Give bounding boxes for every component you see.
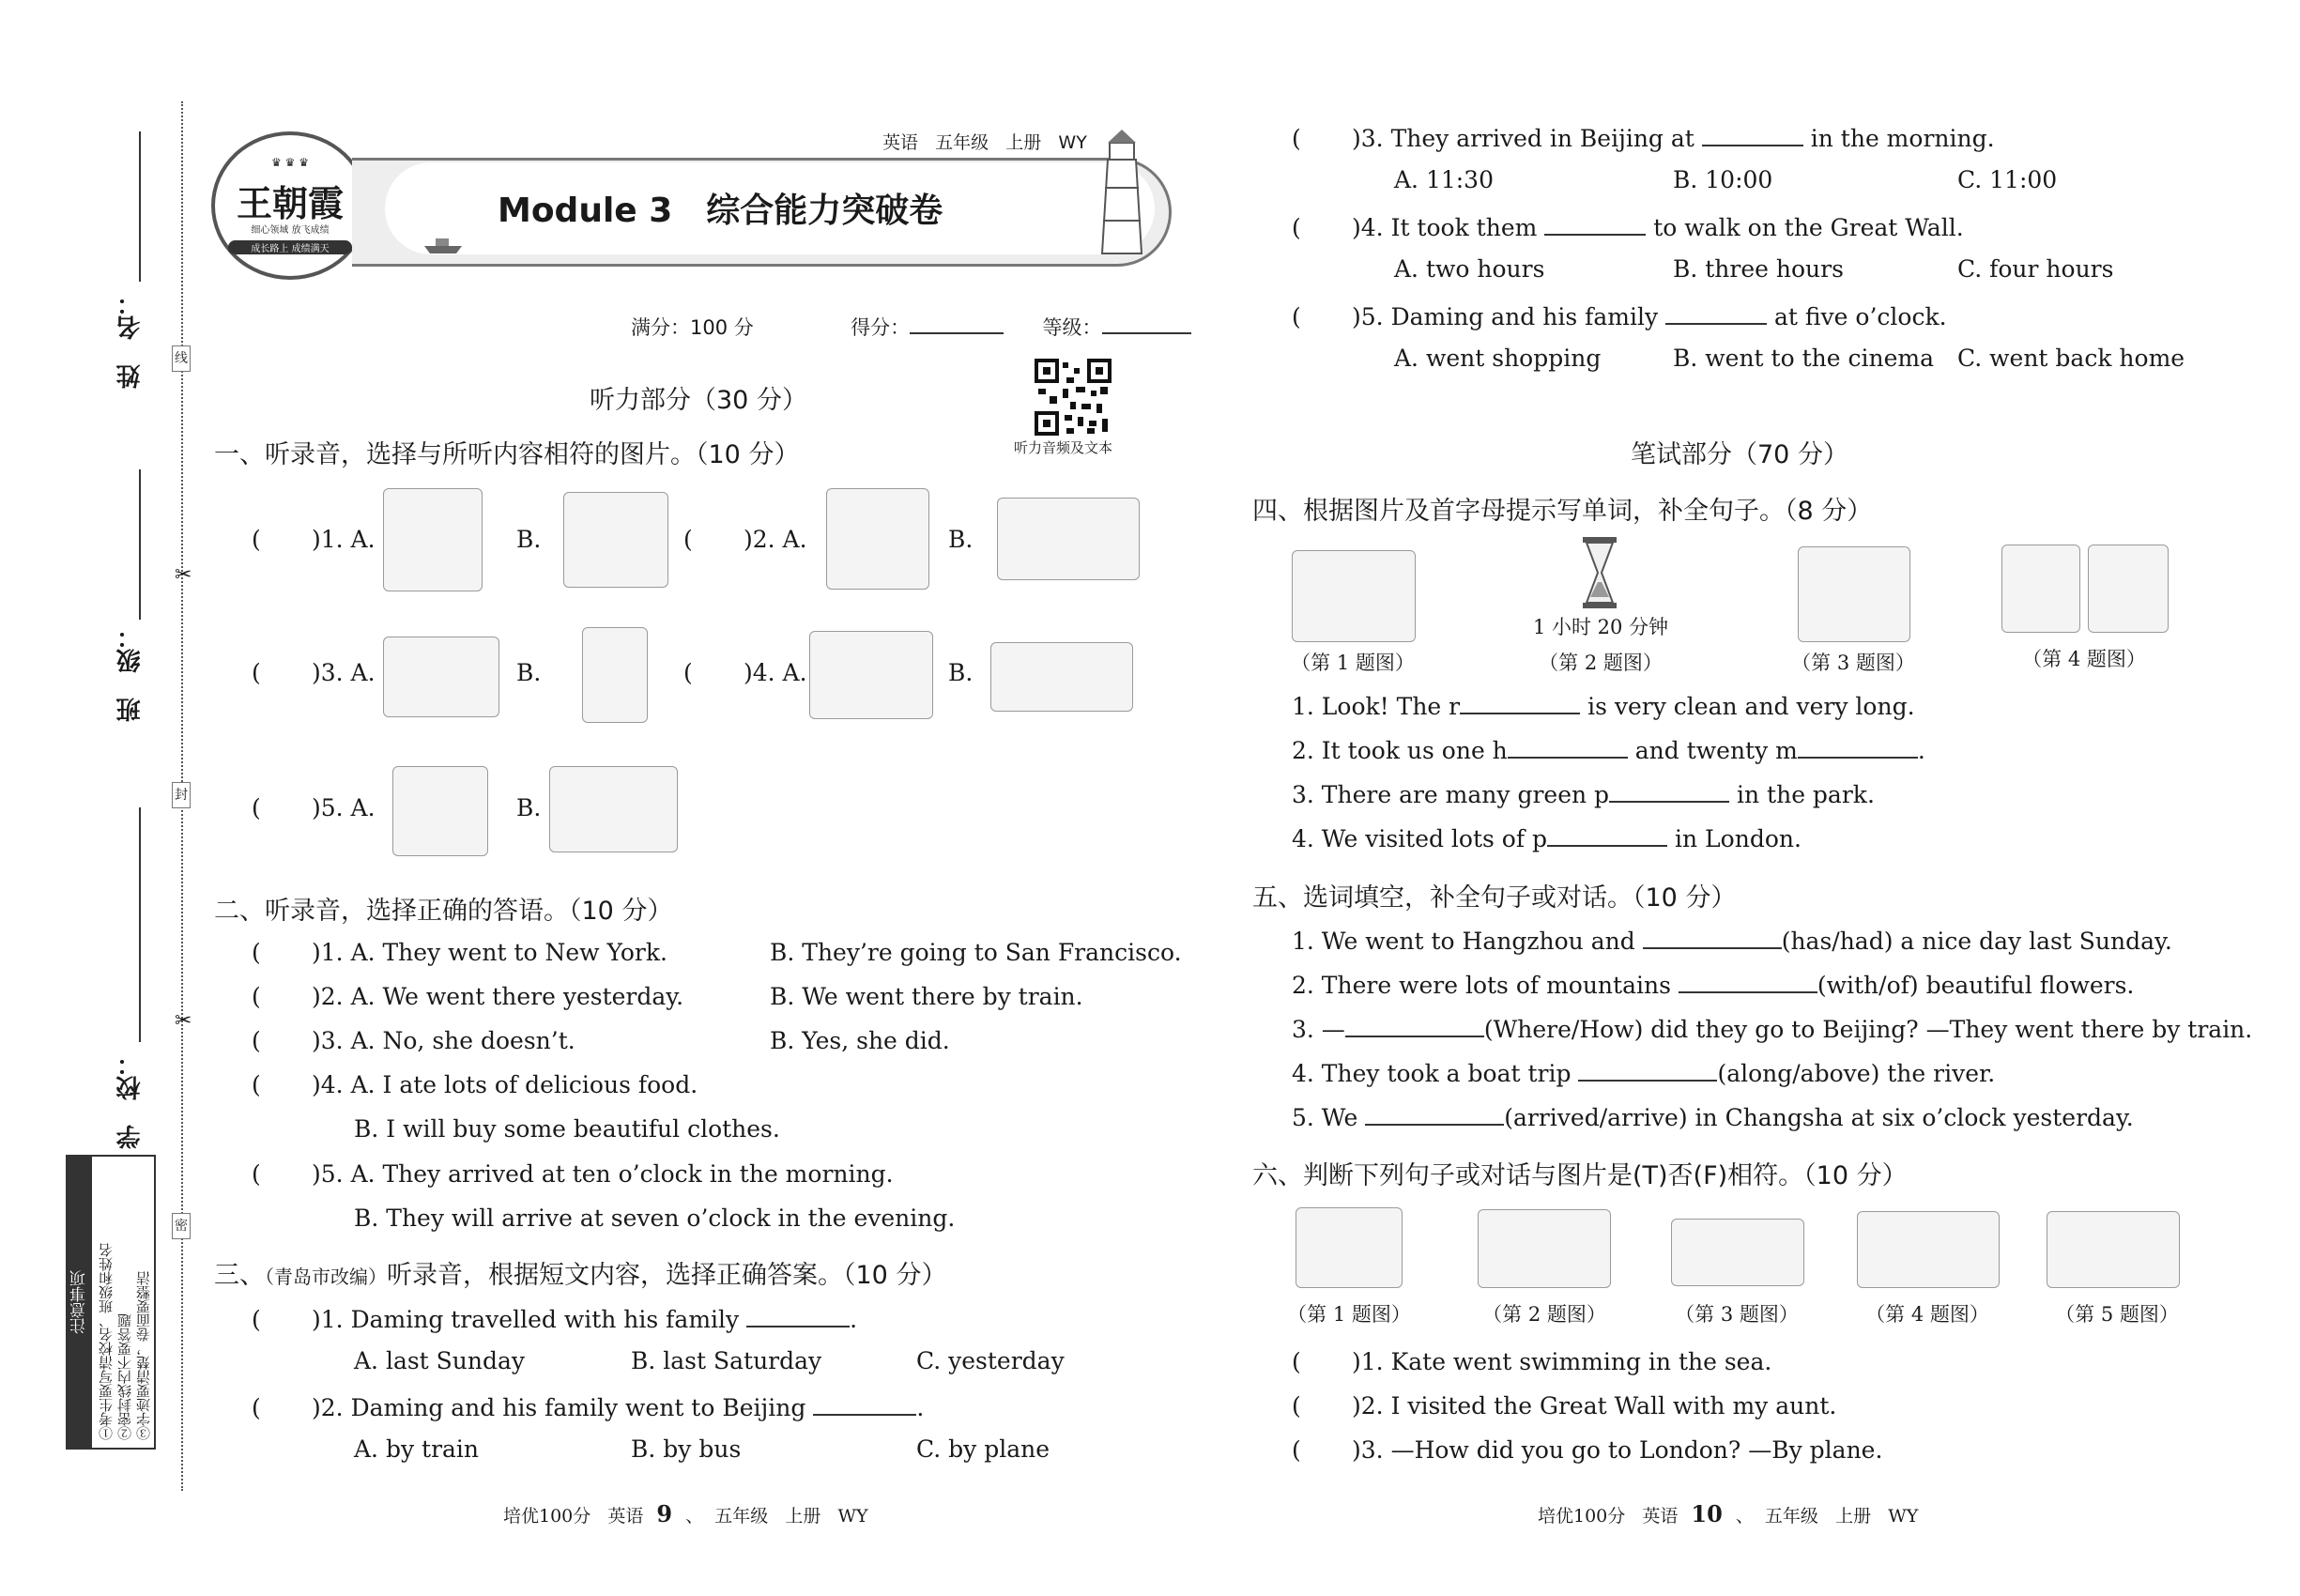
notice-item: ②密封线内不要答题: [116, 1313, 133, 1440]
part1-question[interactable]: ( )4. A.: [683, 659, 807, 686]
answer-blank[interactable]: [1679, 969, 1817, 993]
answer-blank[interactable]: [1609, 778, 1729, 803]
picture-caption: （第 2 题图）: [1539, 652, 1663, 674]
option-b-label: B.: [516, 526, 542, 553]
tag-edition: WY: [1058, 132, 1087, 153]
picture-caption: （第 4 题图）: [2022, 648, 2146, 670]
option-c: C. yesterday: [916, 1347, 1065, 1374]
part5-title: 五、选词填空，补全句子或对话。（10 分）: [1252, 883, 1737, 913]
picture-caption: （第 1 题图）: [1287, 1303, 1411, 1326]
part4-item: 2. It took us one h and twenty m .: [1292, 734, 1925, 764]
part1-question[interactable]: ( )2. A.: [683, 526, 807, 553]
answer-blank[interactable]: [1365, 1101, 1504, 1126]
class-label: 班 级：: [116, 624, 145, 722]
notice-item: ③字迹要清楚，卷面要整洁: [135, 1271, 152, 1440]
hourglass-note: 1 小时 20 分钟: [1532, 616, 1669, 638]
brand-tagline: 细心领域 放飞成绩: [251, 225, 330, 236]
ship-icon: [422, 235, 464, 255]
ferris-wheel-picture: [383, 488, 483, 591]
part3-question[interactable]: ( )3. They arrived in Beijing at in the morning.: [1292, 122, 1995, 152]
city-skyline-picture: [1478, 1209, 1611, 1288]
page-number: 9: [656, 1500, 673, 1527]
school-label: 学 校：: [116, 1051, 145, 1149]
part5-item: 2. There were lots of mountains (with/of) beautiful flowers.: [1292, 969, 2134, 999]
notice-box: [66, 1155, 156, 1450]
part1-title: 一、听录音，选择与所听内容相符的图片。（10 分）: [214, 440, 800, 469]
tag-term: 上册: [1005, 132, 1042, 153]
score-label: 得分：: [851, 316, 911, 339]
lighthouse-icon: [1080, 122, 1164, 263]
museum-building-picture: [1857, 1211, 2000, 1288]
option-c: C. by plane: [916, 1435, 1050, 1463]
footer-left: 培优100分 英语 9 、 五年级 上册 WY: [503, 1500, 868, 1527]
option-c: C. went back home: [1957, 345, 2185, 372]
part1-question[interactable]: ( )3. A.: [252, 659, 376, 686]
option-b: B. went to the cinema: [1673, 345, 1934, 372]
part5-item: 4. They took a boat trip (along/above) the river.: [1292, 1057, 1995, 1087]
bridge-picture: [826, 488, 929, 590]
class-field[interactable]: [139, 469, 141, 620]
part3-question[interactable]: ( )4. It took them to walk on the Great Wall.: [1292, 211, 1964, 241]
answer-blank[interactable]: [1345, 1013, 1484, 1037]
hourglass-icon: [1579, 535, 1620, 610]
option-b: B. last Saturday: [631, 1347, 822, 1374]
answer-blank[interactable]: [1798, 734, 1918, 759]
answer-blank[interactable]: [1508, 734, 1628, 759]
scissors-icon: ✂: [175, 563, 192, 587]
answer-blank[interactable]: [1643, 925, 1782, 949]
answer-blank[interactable]: [1578, 1057, 1717, 1082]
option-b: B. We went there by train.: [770, 983, 1083, 1010]
part3-title: 三、（青岛市改编）听录音，根据短文内容，选择正确答案。（10 分）: [214, 1261, 947, 1290]
cut-mark-feng: 封: [172, 782, 191, 808]
notice-title: 注意事项: [68, 1157, 92, 1448]
answer-blank[interactable]: [1547, 822, 1667, 847]
option-b-label: B.: [948, 526, 974, 553]
option-a: A. two hours: [1394, 255, 1545, 283]
swimmer-picture: [383, 637, 499, 717]
part4-item: 4. We visited lots of p in London.: [1292, 822, 1802, 852]
crown-icon: ♛ ♛ ♛: [271, 156, 309, 169]
option-a: A. 11:30: [1394, 166, 1494, 193]
page-title: Module 3 综合能力突破卷: [498, 192, 943, 230]
part1-question[interactable]: ( )5. A.: [252, 794, 376, 821]
part2-title: 二、听录音，选择正确的答语。（10 分）: [214, 897, 673, 926]
part6-item[interactable]: ( )3. —How did you go to London? —By plane.: [1292, 1436, 1883, 1464]
part6-item[interactable]: ( )1. Kate went swimming in the sea.: [1292, 1348, 1772, 1375]
part5-item: 5. We (arrived/arrive) in Changsha at six o’clock yesterday.: [1292, 1101, 2134, 1131]
answer-blank[interactable]: [1460, 690, 1580, 714]
part4-item: 3. There are many green p in the park.: [1292, 778, 1875, 808]
family-picture: [2047, 1211, 2180, 1288]
option-c: C. 11:00: [1957, 166, 2058, 193]
score-field[interactable]: [910, 310, 1004, 334]
listening-heading: 听力部分（30 分）: [590, 386, 807, 415]
bus-picture: [990, 642, 1133, 712]
cut-mark-xian: 线: [172, 345, 191, 372]
option-b-label: B.: [516, 794, 542, 821]
part2-question[interactable]: ( )3. A. No, she doesn’t.: [252, 1027, 575, 1054]
beach-picture: [1296, 1207, 1403, 1288]
part4-title: 四、根据图片及首字母提示写单词，补全句子。（8 分）: [1252, 497, 1873, 526]
picture-caption: （第 1 题图）: [1291, 652, 1415, 674]
cut-mark-mi: 密: [172, 1213, 191, 1239]
part5-item: 3. — (Where/How) did they go to Beijing? —They went there by train.: [1292, 1013, 2252, 1043]
picture-caption: （第 4 题图）: [1865, 1303, 1989, 1326]
grade-label: 等级：: [1042, 316, 1102, 339]
part3-question[interactable]: ( )2. Daming and his family went to Beijing .: [252, 1391, 924, 1421]
option-b: B. I will buy some beautiful clothes.: [354, 1115, 780, 1143]
subject-tags: [882, 129, 1087, 154]
tag-subject: 英语: [882, 132, 919, 153]
picture-caption: （第 2 题图）: [1482, 1303, 1606, 1326]
part3-source-tag: （青岛市改编）: [265, 1266, 387, 1288]
qr-caption: 听力音频及文本: [1014, 439, 1113, 456]
school-field[interactable]: [139, 807, 141, 1042]
picture-caption: （第 3 题图）: [1791, 652, 1915, 674]
option-b-label: B.: [948, 659, 974, 686]
option-b-label: B.: [516, 659, 542, 686]
scissors-icon: ✂: [175, 1009, 192, 1033]
full-score: 满分：100 分: [631, 316, 754, 339]
part1-question[interactable]: ( )1. A.: [252, 526, 376, 553]
brand-ribbon: 成长路上 成绩满天: [228, 240, 352, 254]
brand-name: 王朝霞: [236, 182, 344, 224]
qr-code-icon[interactable]: [1035, 359, 1112, 436]
plane-picture: [1671, 1219, 1804, 1286]
notice-item: ①考生要写清校名、班级和姓名: [98, 1243, 115, 1440]
option-a: A. last Sunday: [354, 1347, 526, 1374]
boy-picture: [582, 627, 648, 723]
river-picture: [1292, 550, 1416, 642]
london-places-picture: [2088, 545, 2169, 633]
name-label: 姓 名：: [116, 291, 145, 389]
option-b: B. 10:00: [1673, 166, 1773, 193]
part2-question[interactable]: ( )2. A. We went there yesterday.: [252, 983, 684, 1010]
grade-field[interactable]: [1102, 310, 1191, 334]
museum-picture: [997, 498, 1140, 580]
part2-question[interactable]: ( )1. A. They went to New York.: [252, 939, 667, 966]
brand-logo: [211, 131, 369, 280]
part5-item: 1. We went to Hangzhou and (has/had) a nice day last Sunday.: [1292, 925, 2172, 955]
children-picture: [549, 766, 678, 852]
picture-caption: （第 3 题图）: [1675, 1303, 1799, 1326]
option-b: B. by bus: [631, 1435, 742, 1463]
part6-item[interactable]: ( )2. I visited the Great Wall with my aunt.: [1292, 1392, 1837, 1420]
part4-item: 1. Look! The r is very clean and very long.: [1292, 690, 1915, 720]
page-number: 10: [1691, 1500, 1723, 1527]
tag-grade: 五年级: [935, 132, 989, 153]
option-b: B. Yes, she did.: [770, 1027, 950, 1054]
option-b: B. three hours: [1673, 255, 1844, 283]
option-b: B. They will arrive at seven o’clock in the evening.: [354, 1205, 956, 1232]
option-a: A. by train: [354, 1435, 480, 1463]
writing-heading: 笔试部分（70 分）: [1631, 440, 1848, 469]
park-picture: [1798, 546, 1910, 642]
part3-question[interactable]: ( )5. Daming and his family at five o’clock.: [1292, 300, 1947, 330]
big-ben-picture: [563, 492, 668, 588]
score-line: [631, 310, 1191, 341]
option-c: C. four hours: [1957, 255, 2114, 283]
part3-question[interactable]: ( )1. Daming travelled with his family .: [252, 1303, 857, 1333]
part2-question[interactable]: ( )5. A. They arrived at ten o’clock in the morning.: [252, 1160, 894, 1188]
option-a: A. went shopping: [1394, 345, 1602, 372]
option-b: B. They’re going to San Francisco.: [770, 939, 1182, 966]
london-places-picture: [2001, 545, 2080, 633]
part6-title: 六、判断下列句子或对话与图片是(T)否(F)相符。（10 分）: [1252, 1161, 1908, 1190]
part2-question[interactable]: ( )4. A. I ate lots of delicious food.: [252, 1071, 698, 1098]
picture-caption: （第 5 题图）: [2055, 1303, 2179, 1326]
name-field[interactable]: [139, 131, 141, 282]
boat-picture: [809, 631, 933, 719]
footer-right: 培优100分 英语 10 、 五年级 上册 WY: [1538, 1500, 1919, 1527]
girl-picture: [392, 766, 488, 856]
